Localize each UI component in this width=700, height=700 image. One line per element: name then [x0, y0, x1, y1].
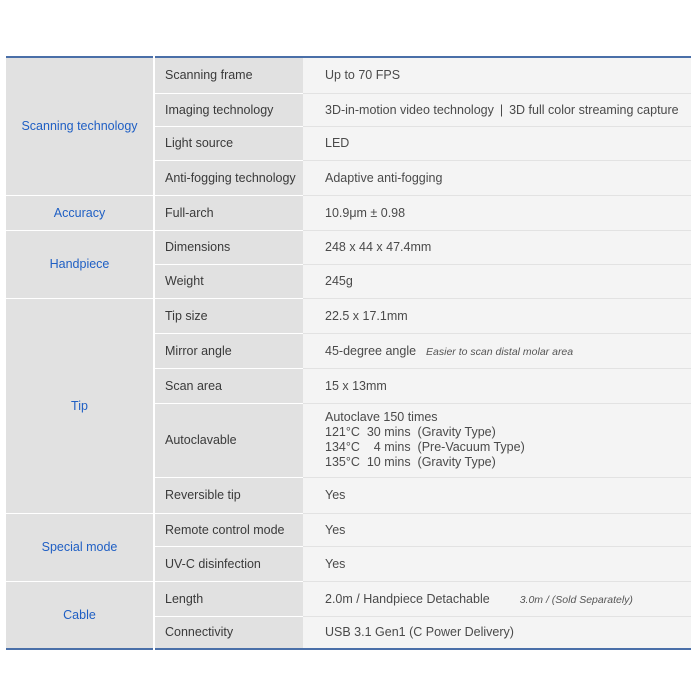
spec-value-text: 45-degree angle	[325, 343, 417, 358]
category-scanning-technology: Scanning technology	[6, 57, 154, 195]
spec-label: Imaging technology	[154, 93, 303, 126]
spec-value: Up to 70 FPS	[303, 57, 691, 93]
spec-value-part: 3D full color streaming capture	[509, 102, 679, 117]
spec-value: Yes	[303, 513, 691, 546]
spec-value: 10.9μm ± 0.98	[303, 195, 691, 230]
spec-label: Length	[154, 581, 303, 616]
spec-label: Dimensions	[154, 230, 303, 264]
table-row	[6, 230, 691, 264]
spec-value	[303, 93, 691, 126]
spec-value: USB 3.1 Gen1 (C Power Delivery)	[303, 616, 691, 649]
spec-value-line: 135°C 10 mins (Gravity Type)	[325, 455, 496, 469]
spec-label: Anti-fogging technology	[154, 160, 303, 195]
spec-value-text: 2.0m / Handpiece Detachable	[325, 591, 490, 606]
category-handpiece: Handpiece	[6, 230, 154, 298]
spec-value: Yes	[303, 477, 691, 513]
category-tip: Tip	[6, 298, 154, 513]
spec-table	[6, 56, 691, 650]
spec-value: 22.5 x 17.1mm	[303, 298, 691, 333]
spec-label: Light source	[154, 126, 303, 160]
spec-value-line: 121°C 30 mins (Gravity Type)	[325, 425, 496, 439]
table-row	[6, 298, 691, 333]
table-row	[6, 57, 691, 93]
spec-note: Easier to scan distal molar area	[426, 345, 574, 358]
spec-label: Connectivity	[154, 616, 303, 649]
spec-label: Scan area	[154, 368, 303, 403]
spec-label: Full-arch	[154, 195, 303, 230]
spec-value: 248 x 44 x 47.4mm	[303, 230, 691, 264]
table-row	[6, 513, 691, 546]
spec-label: Remote control mode	[154, 513, 303, 546]
value-separator: |	[499, 102, 504, 117]
spec-value: 15 x 13mm	[303, 368, 691, 403]
spec-value: Yes	[303, 546, 691, 581]
spec-value-part: 3D-in-motion video technology	[325, 102, 494, 117]
spec-value-line: 134°C 4 mins (Pre-Vacuum Type)	[325, 440, 525, 454]
spec-note: 3.0m / (Sold Separately)	[519, 593, 633, 606]
spec-value	[303, 333, 691, 368]
category-cable: Cable	[6, 581, 154, 649]
spec-label: Autoclavable	[154, 403, 303, 477]
spec-label: UV-C disinfection	[154, 546, 303, 581]
spec-label: Weight	[154, 264, 303, 298]
spec-label: Tip size	[154, 298, 303, 333]
spec-value	[303, 581, 691, 616]
spec-value: LED	[303, 126, 691, 160]
spec-label: Mirror angle	[154, 333, 303, 368]
spec-value: 245g	[303, 264, 691, 298]
spec-label: Reversible tip	[154, 477, 303, 513]
spec-value	[303, 403, 691, 477]
table-row	[6, 581, 691, 616]
spec-value-line: Autoclave 150 times	[325, 410, 438, 424]
category-accuracy: Accuracy	[6, 195, 154, 230]
table-row	[6, 195, 691, 230]
spec-value: Adaptive anti-fogging	[303, 160, 691, 195]
spec-label: Scanning frame	[154, 57, 303, 93]
category-special-mode: Special mode	[6, 513, 154, 581]
